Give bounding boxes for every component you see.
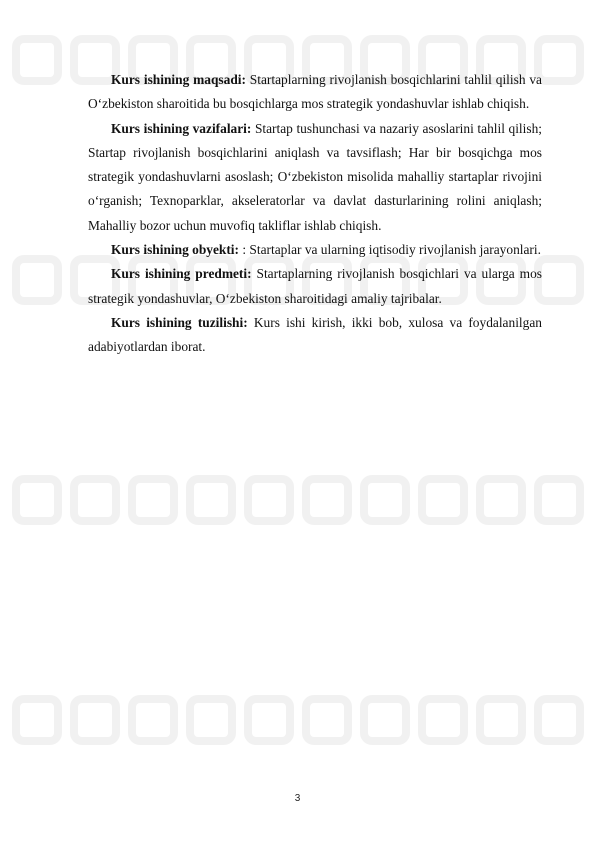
page-number: 3 — [294, 793, 301, 804]
watermark-tile — [418, 475, 468, 525]
watermark-tile — [360, 695, 410, 745]
watermark-tile — [128, 475, 178, 525]
watermark-tile — [186, 475, 236, 525]
watermark-tile — [534, 475, 584, 525]
watermark-tile — [244, 695, 294, 745]
watermark-tile — [12, 35, 62, 85]
watermark-tile — [128, 695, 178, 745]
watermark-tile — [12, 475, 62, 525]
watermark-tile — [360, 475, 410, 525]
paragraph-structure — [88, 311, 542, 360]
document-body — [88, 68, 542, 360]
paragraph-text: : Startaplar va ularning iqtisodiy rivojlanish jarayonlari. — [239, 242, 541, 258]
watermark-tile — [186, 695, 236, 745]
watermark-tile — [70, 695, 120, 745]
paragraph-text: Startaplarning rivojlanish bosqichlari va ularga mos strategik yondashuvlar, O‘zbekiston sharoitidagi amaliy tajribalar. — [88, 266, 542, 306]
paragraph-object — [88, 238, 542, 262]
watermark-tile — [70, 475, 120, 525]
paragraph-goal — [88, 68, 542, 117]
watermark-tile — [476, 695, 526, 745]
paragraph-label: Kurs ishining tuzilishi: — [111, 314, 248, 330]
watermark-tile — [244, 475, 294, 525]
paragraph-text: Kurs ishi kirish, ikki bob, xulosa va foydalanilgan adabiyotlardan iborat. — [88, 314, 542, 355]
paragraph-text: Startap tushunchasi va nazariy asoslarini tahlil qilish; Startap rivojlanish bosqichlarini aniqlash va tavsiflash; Har bir bosqichga mos strategik yondashuvlarni asoslash; O‘zbekiston misolida mahalliy startaplar rivojini o‘rganish; Texnoparklar, akseleratorlar va davlat dasturlarining rolini aniqlash; Mahalliy bozor uchun muvofiq takliflar ishlab chiqish. — [88, 120, 542, 233]
watermark-tile — [12, 255, 62, 305]
paragraph-tasks — [88, 117, 542, 238]
paragraph-subject — [88, 262, 542, 311]
paragraph-label: Kurs ishining obyekti: — [111, 242, 239, 258]
paragraph-text: Startaplarning rivojlanish bosqichlarini tahlil qilish va O‘zbekiston sharoitida bu bosqichlarga mos strategik yondashuvlar ishlab chiqish. — [88, 72, 542, 112]
watermark-row — [0, 690, 595, 750]
paragraph-label: Kurs ishining vazifalari: — [111, 120, 252, 136]
watermark-tile — [476, 475, 526, 525]
watermark-tile — [534, 695, 584, 745]
watermark-tile — [302, 475, 352, 525]
watermark-tile — [302, 695, 352, 745]
watermark-row — [0, 470, 595, 530]
paragraph-label: Kurs ishining predmeti: — [111, 266, 252, 282]
watermark-tile — [418, 695, 468, 745]
paragraph-label: Kurs ishining maqsadi: — [111, 72, 246, 87]
watermark-tile — [12, 695, 62, 745]
